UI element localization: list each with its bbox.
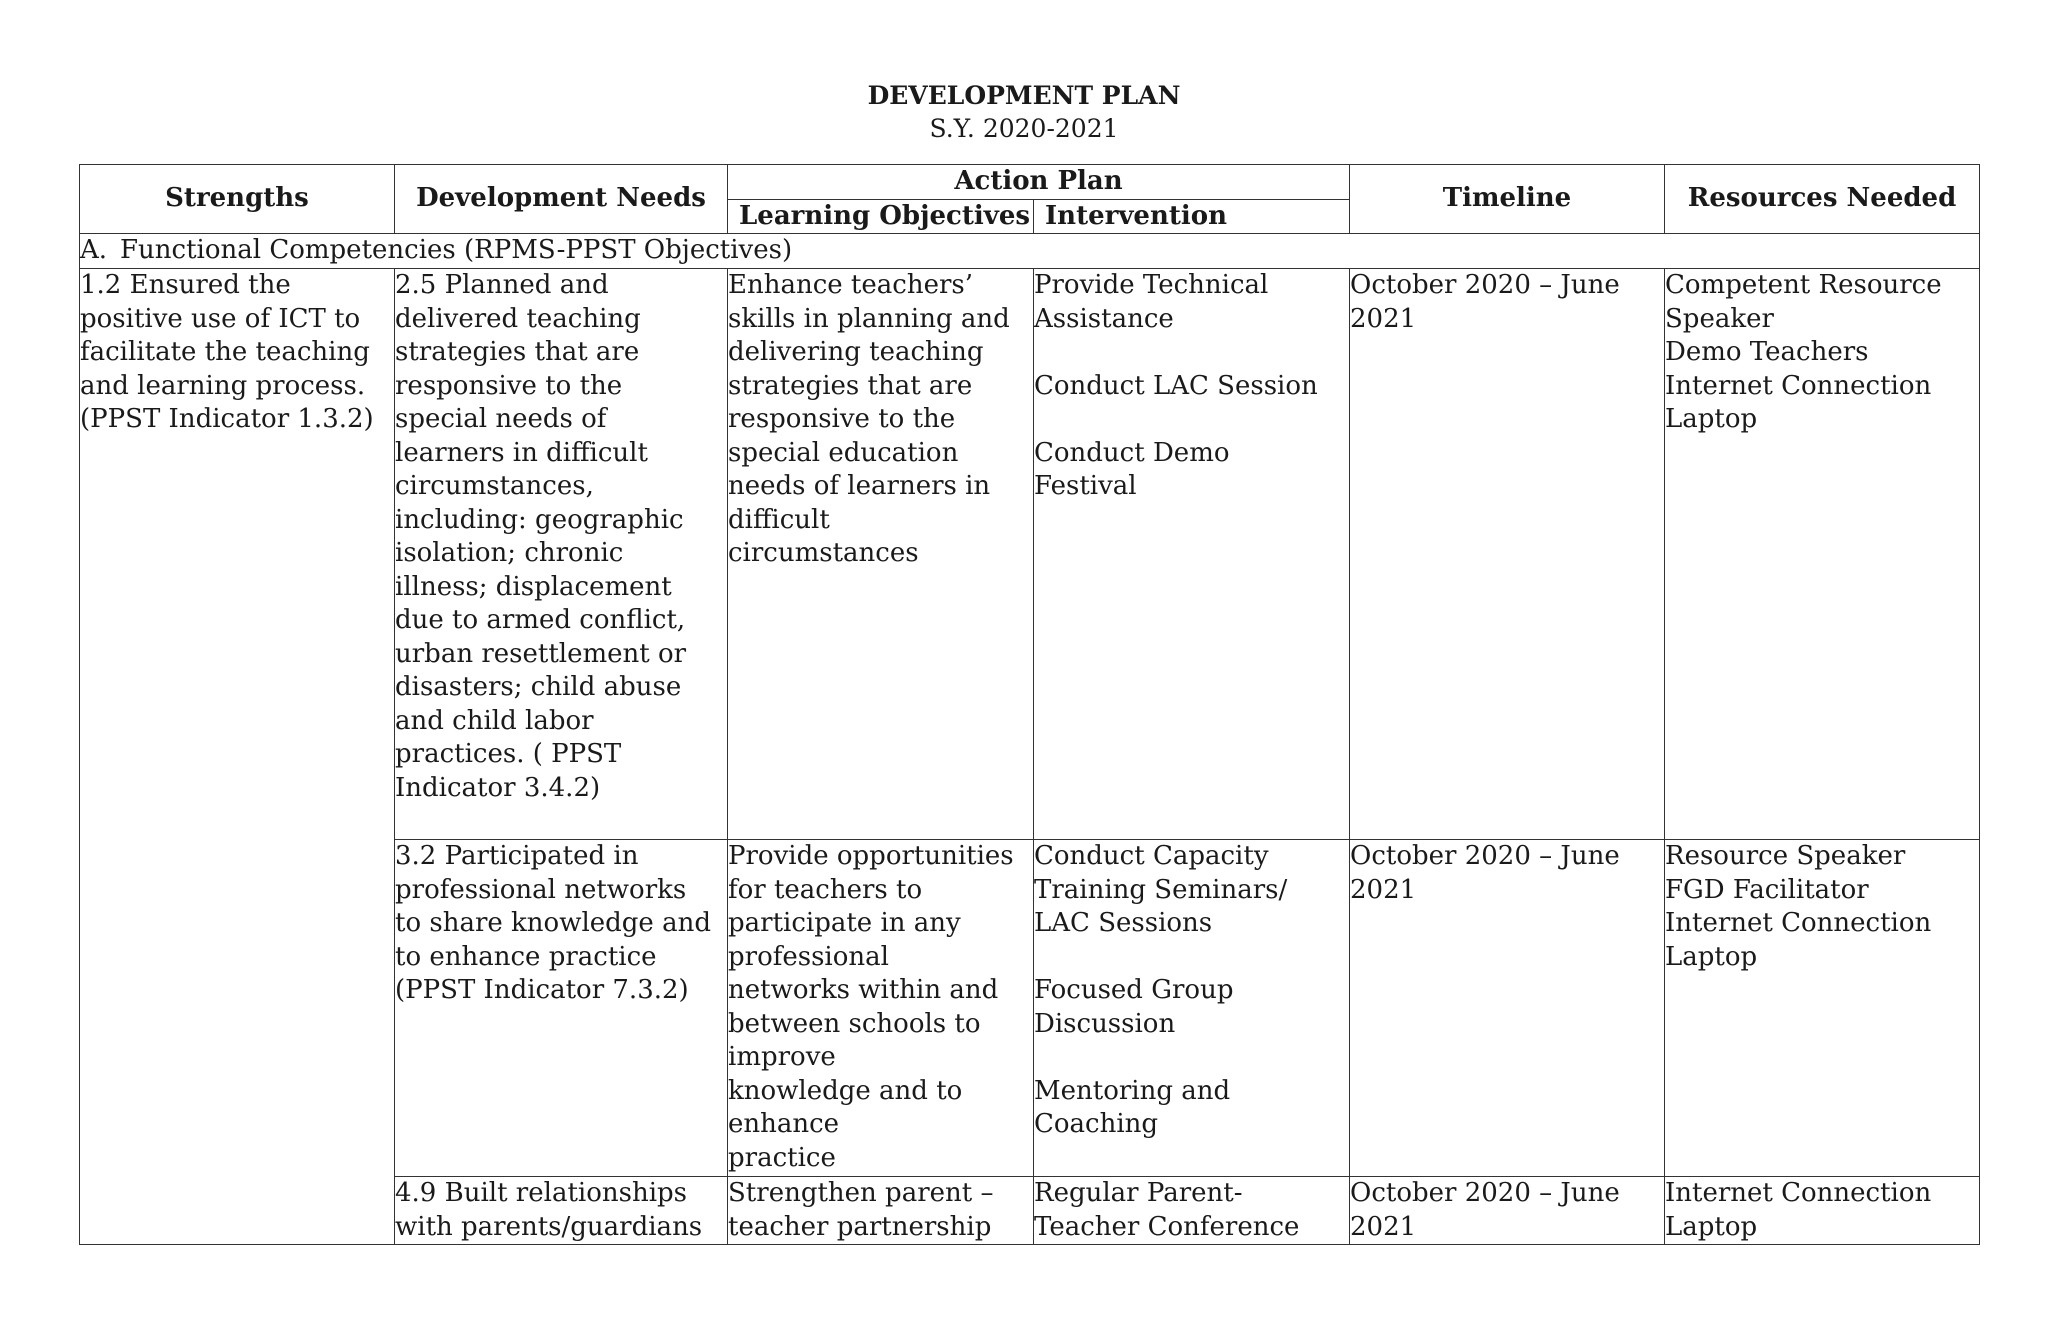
header-timeline: Timeline <box>1350 165 1665 234</box>
timeline-cell: October 2020 – June 2021 <box>1350 840 1665 1177</box>
strength-cell: 1.2 Ensured the positive use of ICT to facilitate the teaching and learning process. (PPST Indicator 1.3.2) <box>80 269 395 1245</box>
header-strengths: Strengths <box>80 165 395 234</box>
header-row <box>80 165 1980 200</box>
resources-cell: Internet Connection Laptop <box>1665 1177 1980 1245</box>
section-label: Functional Competencies (RPMS-PPST Objectives) <box>120 235 793 265</box>
section-heading <box>80 234 1980 269</box>
learning-objective-cell: Provide opportunities for teachers to participate in any professional networks within and between schools to improve knowledge and to enhance practice <box>728 840 1034 1177</box>
section-letter: A. <box>80 235 108 265</box>
header-development-needs: Development Needs <box>395 165 728 234</box>
header-learning-objectives: Learning Objectives <box>728 199 1034 234</box>
resources-cell: Competent Resource Speaker Demo Teachers Internet Connection Laptop <box>1665 269 1980 840</box>
intervention-cell: Regular Parent- Teacher Conference <box>1034 1177 1350 1245</box>
header-resources-needed: Resources Needed <box>1665 165 1980 234</box>
document-title: DEVELOPMENT PLAN <box>867 81 1181 110</box>
resources-cell: Resource Speaker FGD Facilitator Internet Connection Laptop <box>1665 840 1980 1177</box>
table-row <box>80 269 1980 840</box>
timeline-cell: October 2020 – June 2021 <box>1350 1177 1665 1245</box>
timeline-cell: October 2020 – June 2021 <box>1350 269 1665 840</box>
learning-objective-cell: Enhance teachers’ skills in planning and delivering teaching strategies that are responsive to the special education needs of learners in difficult circumstances <box>728 269 1034 840</box>
development-need-cell: 3.2 Participated in professional networks to share knowledge and to enhance practice (PPST Indicator 7.3.2) <box>395 840 728 1177</box>
school-year: S.Y. 2020-2021 <box>929 114 1119 143</box>
intervention-cell: Provide Technical Assistance Conduct LAC Session Conduct Demo Festival <box>1034 269 1350 840</box>
header-intervention: Intervention <box>1034 199 1350 234</box>
intervention-cell: Conduct Capacity Training Seminars/ LAC Sessions Focused Group Discussion Mentoring and Coaching <box>1034 840 1350 1177</box>
development-need-cell: 2.5 Planned and delivered teaching strategies that are responsive to the special needs of learners in difficult circumstances, including: geographic isolation; chronic illness; displacement due to armed conflict, urban resettlement or disasters; child abuse and child labor practices. ( PPST Indicator 3.4.2) <box>395 269 728 840</box>
development-plan-table <box>79 164 1980 1245</box>
learning-objective-cell: Strengthen parent – teacher partnership <box>728 1177 1034 1245</box>
section-row <box>80 234 1980 269</box>
development-need-cell: 4.9 Built relationships with parents/guardians <box>395 1177 728 1245</box>
header-action-plan: Action Plan <box>728 165 1350 200</box>
